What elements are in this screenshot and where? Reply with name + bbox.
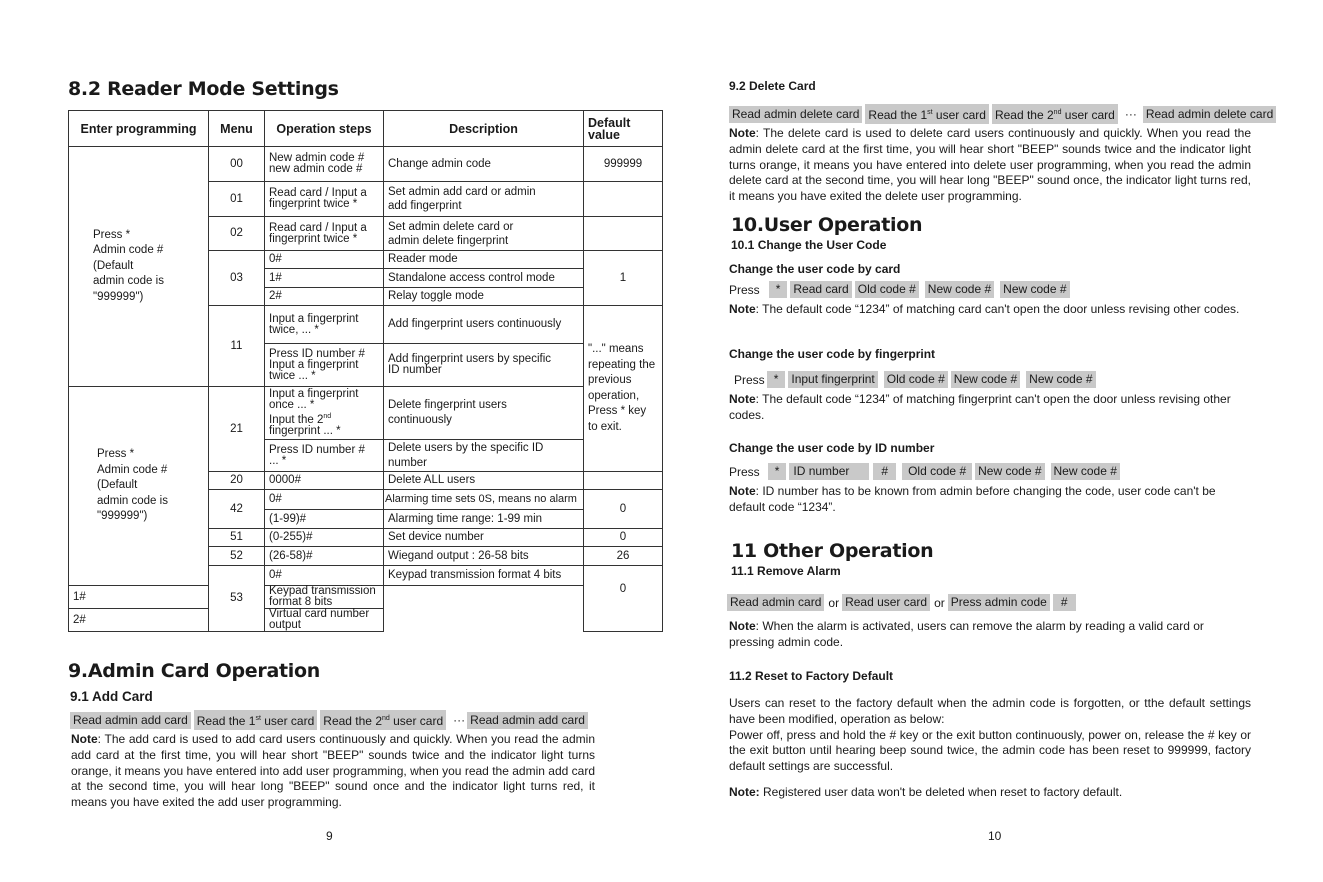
step-text: fingerprint ... *: [269, 424, 341, 437]
star-key-chip: *: [769, 281, 788, 298]
step-chip: Read admin add card: [70, 712, 191, 729]
subsection-title-add-card: 9.1 Add Card: [70, 689, 153, 704]
step-cell: 2#: [265, 288, 384, 306]
col-header: Enter programming: [69, 111, 209, 147]
desc-cell: Keypad transmission format 8 bits: [265, 586, 384, 609]
step-chip: New code #: [975, 463, 1044, 480]
note-label: Note: [71, 732, 98, 746]
note-text: : The default code “1234” of matching fingerprint can't open the door unless revising other codes.: [729, 392, 1231, 422]
default-cell: 1: [584, 251, 663, 306]
step-chip: New code #: [951, 371, 1020, 388]
or-label: or: [934, 595, 945, 610]
step-cell: 0#: [265, 566, 384, 586]
chip-text: user card: [932, 108, 986, 122]
desc-cell: Virtual card number output: [265, 609, 384, 632]
reader-mode-table: [68, 110, 663, 632]
desc-cell: Set device number: [384, 529, 584, 547]
ellipsis: ···: [1124, 107, 1137, 121]
enter-programming-cell: Press * Admin code # (Default admin code is "999999"): [69, 387, 209, 586]
chip-text: Read the 1: [868, 108, 928, 122]
col-header: Menu: [209, 111, 265, 147]
step-chip: Press admin code: [948, 594, 1050, 611]
superscript: nd: [382, 715, 390, 722]
desc-cell: Add fingerprint users continuously: [384, 306, 584, 344]
step-cell: Press ID number # ... *: [265, 440, 384, 472]
desc-cell: Alarming time sets 0S, means no alarm: [384, 490, 584, 510]
by-card-title: Change the user code by card: [729, 262, 901, 276]
default-cell: 0: [584, 490, 663, 529]
step-cell: 1#: [69, 586, 209, 609]
page-number: 9: [326, 829, 333, 843]
note-text: : The default code “1234” of matching card can't open the door unless revising other codes.: [755, 302, 1240, 316]
note-label: Note: [729, 392, 756, 406]
step-chip: New code #: [925, 281, 994, 298]
desc-cell: Set admin add card or admin add fingerprint: [384, 182, 584, 217]
desc-cell: Delete ALL users: [384, 472, 584, 490]
step-cell: New admin code # new admin code #: [265, 147, 384, 182]
ellipsis: ···: [453, 713, 466, 727]
default-cell: [584, 217, 663, 251]
step-chip: New code #: [1000, 281, 1069, 298]
step-cell: 2#: [69, 609, 209, 632]
step-cell: 1#: [265, 269, 384, 288]
by-id-sequence: [729, 463, 1123, 480]
page-number: 10: [988, 829, 1002, 843]
chip-text: Read the 1: [196, 714, 256, 728]
delete-card-note: [729, 126, 1251, 205]
note-text: : The delete card is used to delete card users continuously and quickly. When you read the admin delete card at the first time, you will hear short "BEEP" sounds twice and the indicator light turns orange, it means you have entered into delete user programming, when you read the admin delete card at the second time, you will hear long "BEEP" sound once, the indicator light turns red, it means you have exited the delete user programming.: [729, 126, 1251, 204]
add-card-sequence: [70, 710, 591, 730]
default-cell: 0: [584, 566, 663, 632]
menu-cell: 01: [209, 182, 265, 217]
step-cell: 0#: [265, 490, 384, 510]
step-cell: Read card / Input a fingerprint twice *: [265, 182, 384, 217]
press-label: Press: [734, 372, 765, 387]
menu-cell: 03: [209, 251, 265, 306]
step-chip: Read admin delete card: [729, 106, 862, 123]
step-chip: Read admin card: [727, 594, 824, 611]
desc-cell: Delete fingerprint users continuously: [384, 387, 584, 440]
default-cell: [584, 182, 663, 217]
hash-key-chip: #: [1053, 594, 1076, 611]
desc-cell: Wiegand output : 26-58 bits: [384, 547, 584, 566]
superscript: nd: [323, 413, 332, 421]
menu-cell: 51: [209, 529, 265, 547]
press-label: Press: [729, 282, 760, 297]
step-chip: [194, 710, 318, 730]
step-cell: 0000#: [265, 472, 384, 490]
chip-text: user card: [389, 714, 444, 728]
subsection-title-change-user-code: 10.1 Change the User Code: [731, 238, 887, 252]
step-chip: Read user card: [842, 594, 930, 611]
by-fingerprint-note: [729, 392, 1249, 424]
star-key-chip: *: [767, 371, 786, 388]
menu-cell: 02: [209, 217, 265, 251]
desc-cell: Standalone access control mode: [384, 269, 584, 288]
step-chip: Read admin delete card: [1143, 106, 1276, 123]
by-id-title: Change the user code by ID number: [729, 441, 935, 455]
by-card-note: [729, 302, 1249, 318]
subsection-title-factory-reset: 11.2 Reset to Factory Default: [729, 669, 894, 683]
menu-cell: 20: [209, 472, 265, 490]
star-key-chip: *: [768, 463, 787, 480]
desc-cell: Add fingerprint users by specific ID number: [384, 344, 584, 387]
default-cell: 0: [584, 529, 663, 547]
subsection-title-delete-card: 9.2 Delete Card: [729, 79, 816, 93]
by-fingerprint-sequence: [734, 371, 1099, 388]
default-cell: 26: [584, 547, 663, 566]
step-chip: Read card: [790, 281, 851, 298]
default-cell: [584, 472, 663, 490]
note-label: Note: [729, 619, 756, 633]
superscript: st: [927, 109, 933, 116]
chip-text: Read the 2: [994, 108, 1054, 122]
step-cell: Press ID number # Input a fingerprint twice ... *: [265, 344, 384, 387]
step-chip: Old code #: [884, 371, 948, 388]
step-chip: New code #: [1051, 463, 1120, 480]
note-label: Note: [729, 484, 756, 498]
step-chip: Old code #: [902, 463, 972, 480]
menu-cell: 11: [209, 306, 265, 387]
subsection-title-remove-alarm: 11.1 Remove Alarm: [731, 564, 841, 578]
note-label: Note:: [729, 785, 760, 799]
step-cell: (26-58)#: [265, 547, 384, 566]
superscript: st: [255, 715, 261, 722]
desc-cell: Set admin delete card or admin delete fingerprint: [384, 217, 584, 251]
col-header: Description: [384, 111, 584, 147]
step-cell: Input a fingerprint twice, ... *: [265, 306, 384, 344]
factory-reset-text: Users can reset to the factory default when the admin code is forgotten, or tthe default settings have been modified, operation as below: Power off, press and hold the # key or the exit button continuously, power on, release the # key or the exit button until hearing beep sound twice, the admin code has been reset to 999999, factory default settings are successful.: [729, 696, 1251, 774]
desc-cell: Keypad transmission format 4 bits: [384, 566, 584, 586]
desc-cell: Alarming time range: 1-99 min: [384, 510, 584, 529]
desc-cell: Delete users by the specific ID number: [384, 440, 584, 472]
step-chip: Old code #: [855, 281, 919, 298]
menu-cell: 52: [209, 547, 265, 566]
note-text: : The add card is used to add card users continuously and quickly. When you read the admin add card at the first time, you will hear short "BEEP" sounds twice and the indicator light turns orange, it means you have entered into add user programming, when you read the admin add card at the second time, you will hear long "BEEP" sound once and the indicator light turns red, it means you have exited the add user programming.: [71, 732, 595, 810]
col-header: Default value: [584, 111, 663, 147]
step-chip: ID number: [789, 463, 869, 480]
enter-programming-cell: Press * Admin code # (Default admin code is "999999"): [69, 147, 209, 387]
step-chip: New code #: [1026, 371, 1095, 388]
add-card-note: [71, 732, 595, 811]
section-title-admin-card: 9.Admin Card Operation: [68, 660, 320, 682]
step-cell: (0-255)#: [265, 529, 384, 547]
step-cell: Read card / Input a fingerprint twice *: [265, 217, 384, 251]
menu-cell: 21: [209, 387, 265, 472]
section-title-reader-mode: 8.2 Reader Mode Settings: [68, 78, 339, 100]
or-label: or: [828, 595, 840, 610]
col-header: Operation steps: [265, 111, 384, 147]
chip-text: Read the 2: [323, 714, 382, 728]
menu-cell: 42: [209, 490, 265, 529]
note-label: Note: [729, 126, 756, 140]
by-id-note: [729, 484, 1249, 516]
desc-cell: Relay toggle mode: [384, 288, 584, 306]
step-cell: 0#: [265, 251, 384, 269]
hash-key-chip: #: [873, 463, 896, 480]
desc-cell: Change admin code: [384, 147, 584, 182]
note-text: : ID number has to be known from admin before changing the code, user code can't be default code “1234”.: [729, 484, 1216, 514]
note-text: : When the alarm is activated, users can remove the alarm by reading a valid card or pressing admin code.: [729, 619, 1204, 649]
by-fingerprint-title: Change the user code by fingerprint: [729, 347, 936, 361]
section-title-user-operation: 10.User Operation: [731, 214, 923, 236]
chip-text: user card: [1061, 108, 1115, 122]
desc-cell: Reader mode: [384, 251, 584, 269]
remove-alarm-sequence: [727, 594, 1079, 611]
step-chip: [865, 104, 989, 124]
by-card-sequence: [729, 281, 1073, 298]
remove-alarm-note: [729, 619, 1249, 651]
default-cell: 999999: [584, 147, 663, 182]
menu-cell: 53: [209, 566, 265, 632]
repeat-note-cell: "..." means repeating the previous operation, Press * key to exit.: [584, 306, 663, 472]
step-chip: Read admin add card: [467, 712, 588, 729]
step-chip: [992, 104, 1118, 124]
note-label: Note: [729, 302, 756, 316]
step-cell: (1-99)#: [265, 510, 384, 529]
step-cell: [265, 387, 384, 440]
press-label: Press: [729, 464, 760, 479]
note-text: Registered user data won't be deleted when reset to factory default.: [759, 785, 1123, 799]
step-text: Input a fingerprint once ... * Input the 2: [269, 388, 359, 426]
step-chip: Input fingerprint: [788, 371, 877, 388]
step-chip: [320, 710, 446, 730]
superscript: nd: [1053, 109, 1062, 116]
delete-card-sequence: [729, 104, 1279, 124]
factory-reset-note: [729, 785, 1251, 801]
chip-text: user card: [260, 714, 315, 728]
menu-cell: 00: [209, 147, 265, 182]
section-title-other-operation: 11 Other Operation: [731, 540, 934, 562]
